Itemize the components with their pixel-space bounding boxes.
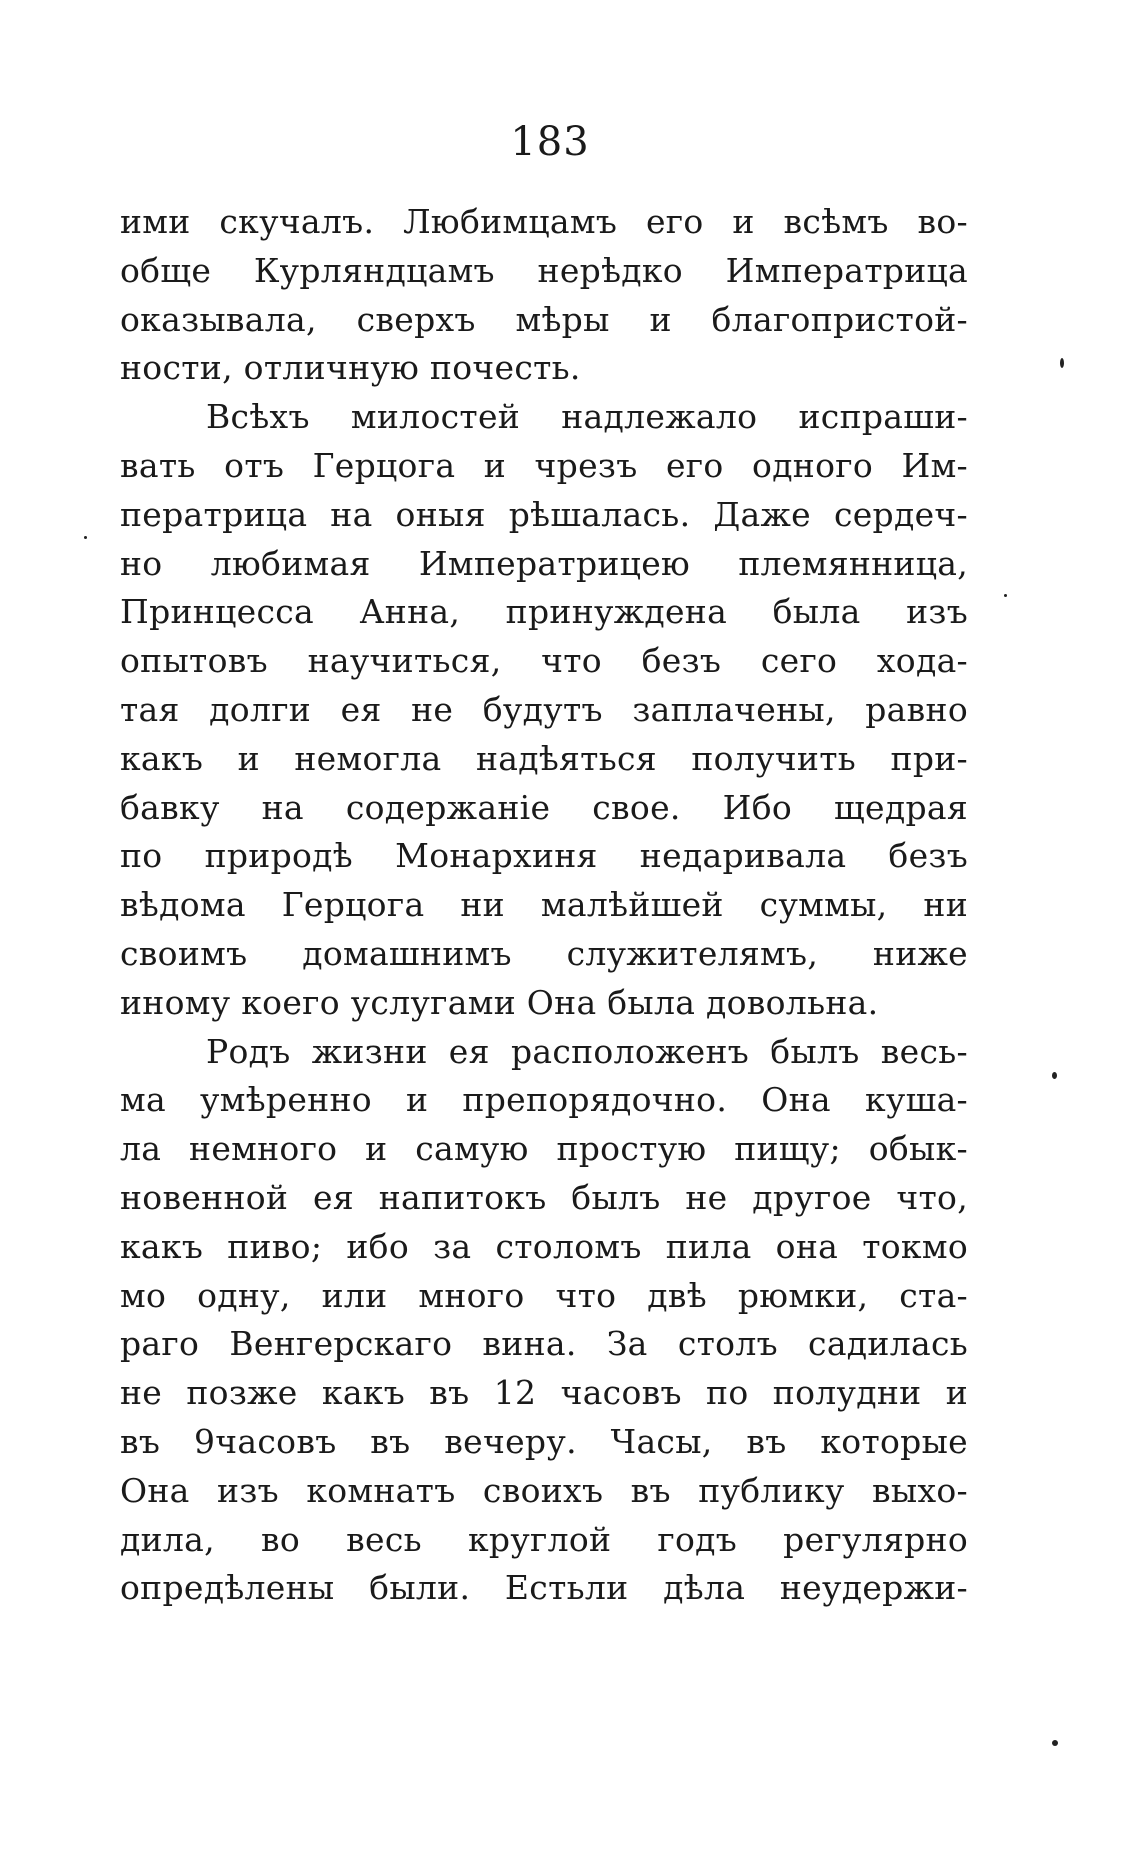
text-line: обще Курляндцамъ нерѣдко Императрица xyxy=(120,250,968,290)
text-line: бавку на содержаніе свое. Ибо щедрая xyxy=(120,787,968,827)
body-text xyxy=(120,198,968,1613)
scan-speck xyxy=(84,536,87,539)
text-line: какъ и немогла надѣяться получить при- xyxy=(120,738,968,778)
text-line: вать отъ Герцога и чрезъ его одного Им- xyxy=(120,445,968,485)
text-line: по природѣ Монархиня недаривала безъ xyxy=(120,836,968,876)
text-line: вѣдома Герцога ни малѣйшей суммы, ни xyxy=(120,885,968,925)
text-line: дила, во весь круглой годъ регулярно xyxy=(120,1519,968,1559)
text-line: въ 9часовъ въ вечеру. Часы, въ которые xyxy=(120,1421,968,1461)
text-line: своимъ домашнимъ служителямъ, ниже xyxy=(120,933,968,973)
text-line: ности, отличную почесть. xyxy=(120,348,581,388)
text-line: какъ пиво; ибо за столомъ пила она токмо xyxy=(120,1226,968,1266)
text-line: оказывала, сверхъ мѣры и благопристой- xyxy=(120,299,968,339)
text-line: тая долги ея не будутъ заплачены, равно xyxy=(120,689,968,729)
scan-speck xyxy=(1004,594,1007,597)
text-line: Родъ жизни ея расположенъ былъ весь- xyxy=(206,1031,968,1071)
scan-speck xyxy=(1060,358,1064,368)
text-line: ма умѣренно и препорядочно. Она куша- xyxy=(120,1080,968,1120)
text-line: но любимая Императрицею племянница, xyxy=(120,543,968,583)
text-line: ими скучалъ. Любимцамъ его и всѣмъ во- xyxy=(120,202,968,241)
text-line: опредѣлены были. Естьли дѣла неудержи- xyxy=(120,1568,968,1608)
text-line: мо одну, или много что двѣ рюмки, ста- xyxy=(120,1275,968,1315)
scan-speck xyxy=(1052,1740,1058,1746)
text-line: Она изъ комнатъ своихъ въ публику выхо- xyxy=(120,1470,968,1510)
text-line: Принцесса Анна, принуждена была изъ xyxy=(120,592,968,632)
text-line: Всѣхъ милостей надлежало испраши- xyxy=(206,397,968,437)
text-line: раго Венгерскаго вина. За столъ садилась xyxy=(120,1324,968,1364)
text-line: ла немного и самую простую пищу; обык- xyxy=(120,1129,968,1169)
text-line: новенной ея напитокъ былъ не другое что, xyxy=(120,1177,968,1217)
text-line: ператрица на оныя рѣшалась. Даже сердеч- xyxy=(120,494,968,534)
page-number: 183 xyxy=(510,119,590,165)
text-line: иному коего услугами Она была довольна. xyxy=(120,982,879,1022)
scan-speck xyxy=(1052,1072,1057,1079)
text-line: опытовъ научиться, что безъ сего хода- xyxy=(120,641,968,681)
text-line: не позже какъ въ 12 часовъ по полудни и xyxy=(120,1373,968,1413)
